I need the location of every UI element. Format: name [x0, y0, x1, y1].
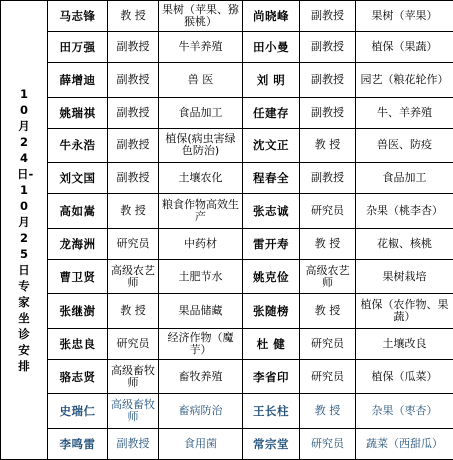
table-row [1, 163, 453, 194]
table-row [1, 359, 453, 393]
expert-title: 副教授 [108, 32, 159, 63]
expert-field: 果树栽培 [356, 259, 453, 293]
expert-name: 曹卫贤 [48, 259, 108, 293]
expert-title: 研究员 [300, 428, 356, 459]
expert-name: 王长柱 [243, 394, 300, 428]
expert-title: 教 授 [108, 294, 159, 328]
expert-name: 尚晓峰 [243, 1, 300, 32]
expert-title: 研究员 [108, 228, 159, 259]
expert-name: 刘 明 [243, 63, 300, 97]
expert-title: 高级农艺师 [108, 259, 159, 293]
expert-title: 副教授 [108, 63, 159, 97]
expert-title: 研究员 [300, 194, 356, 228]
expert-title: 教 授 [108, 194, 159, 228]
expert-name: 张继澍 [48, 294, 108, 328]
expert-field: 食品加工 [159, 97, 243, 128]
table-row [1, 394, 453, 428]
expert-field: 杂果（枣杏） [356, 394, 453, 428]
expert-name: 田万强 [48, 32, 108, 63]
expert-name: 田小曼 [243, 32, 300, 63]
expert-field: 花椒、核桃 [356, 228, 453, 259]
expert-title: 副教授 [300, 163, 356, 194]
expert-title: 研究员 [300, 328, 356, 359]
expert-title: 高级农艺师 [300, 259, 356, 293]
table-row [1, 228, 453, 259]
expert-name: 马志锋 [48, 1, 108, 32]
expert-field: 土壤农化 [159, 163, 243, 194]
expert-title: 研究员 [300, 359, 356, 393]
expert-field: 蔬菜（西甜瓜） [356, 428, 453, 459]
expert-name: 常宗堂 [243, 428, 300, 459]
expert-field: 畜病防治 [159, 394, 243, 428]
expert-title: 高级畜牧师 [108, 359, 159, 393]
expert-name: 龙海洲 [48, 228, 108, 259]
expert-field: 土壤改良 [356, 328, 453, 359]
expert-name: 薛增迪 [48, 63, 108, 97]
expert-field: 兽医、防疫 [356, 128, 453, 162]
expert-title: 副教授 [300, 1, 356, 32]
expert-name: 张随榜 [243, 294, 300, 328]
table-row [1, 294, 453, 328]
side-label: 10月24日-10月25日专家坐诊安排 [17, 87, 34, 373]
table-row [1, 1, 453, 32]
expert-title: 教 授 [300, 228, 356, 259]
expert-title: 研究员 [108, 328, 159, 359]
table-row [1, 194, 453, 228]
expert-field: 粮食作物高效生产 [159, 194, 243, 228]
expert-name: 牛永浩 [48, 128, 108, 162]
expert-field: 果树（苹果） [356, 1, 453, 32]
expert-field: 杂果（桃李杏） [356, 194, 453, 228]
table-row [1, 328, 453, 359]
expert-name: 张志诚 [243, 194, 300, 228]
expert-field: 食用菌 [159, 428, 243, 459]
expert-title: 副教授 [300, 97, 356, 128]
expert-title: 副教授 [108, 97, 159, 128]
expert-field: 植保（果蔬） [356, 32, 453, 63]
expert-title: 教 授 [108, 1, 159, 32]
expert-field: 果树（苹果、猕猴桃） [159, 1, 243, 32]
expert-field: 植保(病虫害绿色防治) [159, 128, 243, 162]
expert-name: 李鸣雷 [48, 428, 108, 459]
table-row [1, 63, 453, 97]
expert-name: 任建存 [243, 97, 300, 128]
expert-title: 高级畜牧师 [108, 394, 159, 428]
expert-field: 植保（农作物、果蔬） [356, 294, 453, 328]
expert-field: 植保（瓜菜） [356, 359, 453, 393]
expert-name: 高如嵩 [48, 194, 108, 228]
schedule-body [1, 1, 453, 460]
table-row [1, 32, 453, 63]
expert-name: 刘文国 [48, 163, 108, 194]
expert-name: 雷开寿 [243, 228, 300, 259]
expert-field: 土肥节水 [159, 259, 243, 293]
expert-name: 程春全 [243, 163, 300, 194]
expert-title: 教 授 [300, 128, 356, 162]
table-row [1, 128, 453, 162]
table-row [1, 428, 453, 459]
expert-name: 沈文正 [243, 128, 300, 162]
table-row [1, 259, 453, 293]
expert-title: 教 授 [300, 294, 356, 328]
expert-name: 李省印 [243, 359, 300, 393]
expert-title: 教 授 [300, 394, 356, 428]
expert-field: 畜牧养殖 [159, 359, 243, 393]
expert-name: 姚瑞祺 [48, 97, 108, 128]
expert-name: 骆志贤 [48, 359, 108, 393]
date-heading [1, 1, 48, 460]
expert-field: 经济作物（魔芋） [159, 328, 243, 359]
expert-field: 园艺（粮花轮作） [356, 63, 453, 97]
expert-title: 副教授 [108, 128, 159, 162]
expert-field: 食品加工 [356, 163, 453, 194]
expert-name: 姚克俭 [243, 259, 300, 293]
expert-field: 果品储藏 [159, 294, 243, 328]
expert-name: 张忠良 [48, 328, 108, 359]
expert-field: 兽 医 [159, 63, 243, 97]
expert-title: 副教授 [300, 63, 356, 97]
expert-title: 副教授 [300, 32, 356, 63]
expert-field: 牛羊养殖 [159, 32, 243, 63]
expert-name: 杜 健 [243, 328, 300, 359]
table-row [1, 97, 453, 128]
expert-title: 副教授 [108, 163, 159, 194]
expert-title: 副教授 [108, 428, 159, 459]
expert-field: 牛、羊养殖 [356, 97, 453, 128]
expert-field: 中药材 [159, 228, 243, 259]
expert-name: 史瑞仁 [48, 394, 108, 428]
